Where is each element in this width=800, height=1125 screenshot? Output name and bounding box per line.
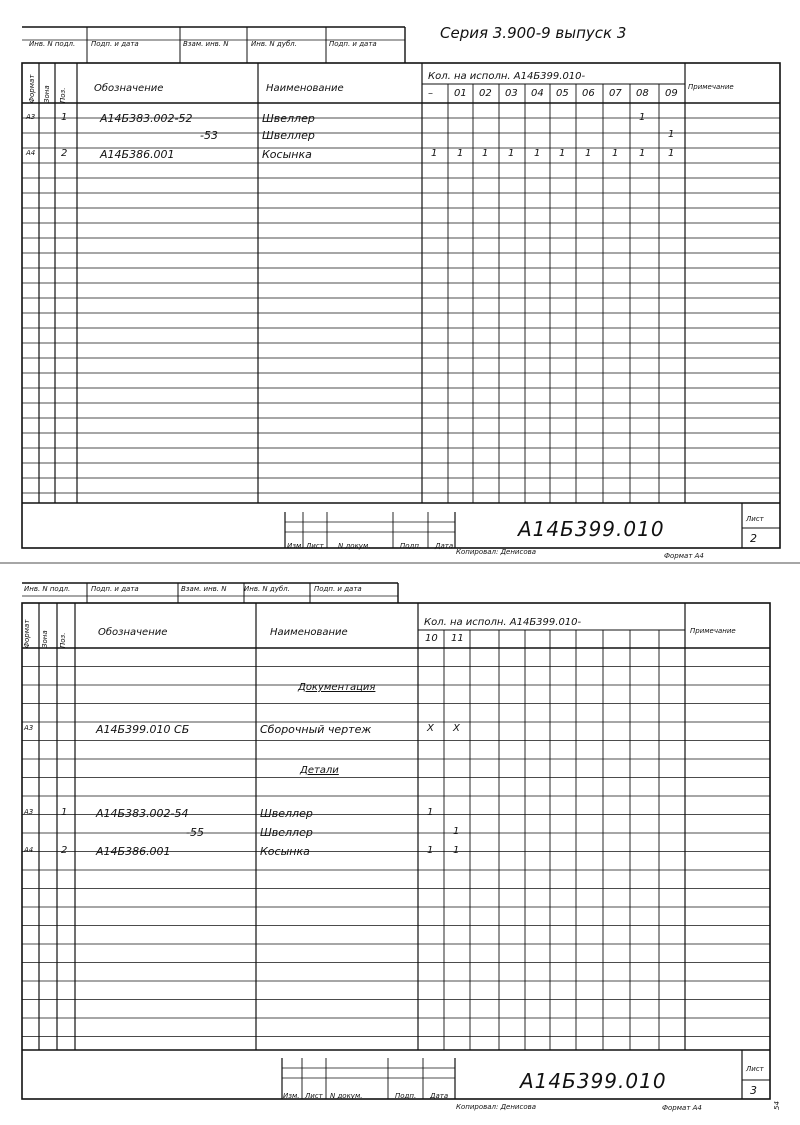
header2-zone: Зона bbox=[41, 630, 49, 648]
stamp2-repl-inv: Взам. инв. N bbox=[181, 585, 227, 593]
cell-qty: 1 bbox=[668, 148, 675, 159]
cell-name: Косынка bbox=[262, 148, 312, 161]
cell-name: Швеллер bbox=[262, 129, 315, 142]
cell-designation: А14Б383.002-52 bbox=[100, 112, 193, 125]
cell-qty: 1 bbox=[427, 845, 434, 856]
cell-qty: 1 bbox=[508, 148, 515, 159]
cell-designation: А14Б386.001 bbox=[100, 148, 175, 161]
section-documentation: Документация bbox=[298, 682, 376, 693]
cell-qty: 1 bbox=[585, 148, 592, 159]
cell-qty: 1 bbox=[612, 148, 619, 159]
sheet2-label: Лист bbox=[746, 1065, 764, 1073]
stamp2-sign-date-2: Подп. и дата bbox=[314, 585, 362, 593]
cell-qty: 1 bbox=[431, 148, 438, 159]
tb-list: Лист bbox=[306, 542, 324, 550]
header-designation: Обозначение bbox=[94, 83, 164, 94]
cell-name: Косынка bbox=[260, 845, 310, 858]
variant-header: 08 bbox=[636, 88, 649, 99]
variant-header: 11 bbox=[451, 633, 464, 644]
copied-by-2: Копировал: Денисова bbox=[456, 1103, 537, 1111]
section-parts: Детали bbox=[300, 765, 339, 776]
header-zone: Зона bbox=[43, 85, 51, 103]
tb2-list: Лист bbox=[305, 1092, 323, 1100]
cell-name: Швеллер bbox=[262, 112, 315, 125]
variant-header: 10 bbox=[425, 633, 438, 644]
cell-name: Сборочный чертеж bbox=[260, 723, 372, 736]
doc-code: А14Б399.010 bbox=[518, 517, 665, 541]
tb-izm: Изм. bbox=[287, 542, 304, 550]
cell-qty: X bbox=[427, 723, 434, 734]
cell-qty: 1 bbox=[668, 129, 675, 140]
cell-qty: 1 bbox=[482, 148, 489, 159]
tb2-izm: Изм. bbox=[283, 1092, 300, 1100]
variant-header: 09 bbox=[665, 88, 678, 99]
copied-by: Копировал: Денисова bbox=[456, 548, 537, 556]
cell-qty: 1 bbox=[427, 807, 434, 818]
header2-pos: Поз. bbox=[59, 632, 67, 648]
cell-format: А3 bbox=[24, 808, 34, 816]
tb2-date: Дата bbox=[430, 1092, 449, 1100]
header2-format: Формат bbox=[23, 619, 31, 648]
stamp2-inv-dup: Инв. N дубл. bbox=[244, 585, 290, 593]
sheet-number: 2 bbox=[750, 532, 757, 545]
series-title: Серия 3.900-9 выпуск 3 bbox=[440, 24, 627, 42]
tb-doc: N докум. bbox=[338, 542, 371, 550]
variant-header: – bbox=[428, 88, 433, 99]
cell-pos: 1 bbox=[61, 807, 68, 818]
cell-qty: 1 bbox=[453, 826, 460, 837]
variant-header: 07 bbox=[609, 88, 622, 99]
cell-qty: 1 bbox=[559, 148, 566, 159]
header2-designation: Обозначение bbox=[98, 627, 168, 638]
header2-qty: Кол. на исполн. А14Б399.010- bbox=[424, 617, 582, 628]
header-format: Формат bbox=[28, 74, 36, 103]
variant-header: 02 bbox=[479, 88, 492, 99]
sheet-label: Лист bbox=[746, 515, 764, 523]
cell-format: А4 bbox=[26, 149, 36, 157]
stamp2-inv-orig: Инв. N подл. bbox=[24, 585, 71, 593]
header-pos: Поз. bbox=[59, 87, 67, 103]
format-label: Формат А4 bbox=[664, 552, 704, 560]
variant-header: 05 bbox=[556, 88, 569, 99]
stamp-inv-orig: Инв. N подл. bbox=[29, 40, 76, 48]
variant-header: 01 bbox=[454, 88, 467, 99]
cell-qty: 1 bbox=[639, 112, 646, 123]
cell-name: Швеллер bbox=[260, 807, 313, 820]
cell-pos: 1 bbox=[61, 112, 68, 123]
variant-header: 04 bbox=[531, 88, 544, 99]
stamp-sign-date-2: Подп. и дата bbox=[329, 40, 377, 48]
page-mark: 54 bbox=[773, 1101, 781, 1110]
tb2-sign: Подп. bbox=[395, 1092, 417, 1100]
variant-header: 06 bbox=[582, 88, 595, 99]
cell-qty: 1 bbox=[534, 148, 541, 159]
cell-designation: А14Б383.002-54 bbox=[96, 807, 189, 820]
cell-designation: -53 bbox=[200, 129, 218, 142]
cell-qty: 1 bbox=[639, 148, 646, 159]
tb-sign: Подп. bbox=[400, 542, 422, 550]
format-label-2: Формат А4 bbox=[662, 1104, 702, 1112]
cell-pos: 2 bbox=[61, 845, 68, 856]
stamp-repl-inv: Взам. инв. N bbox=[183, 40, 229, 48]
cell-pos: 2 bbox=[61, 148, 68, 159]
cell-designation: А14Б399.010 СБ bbox=[96, 723, 190, 736]
cell-qty: X bbox=[453, 723, 460, 734]
cell-qty: 1 bbox=[457, 148, 464, 159]
cell-name: Швеллер bbox=[260, 826, 313, 839]
stamp-sign-date: Подп. и дата bbox=[91, 40, 139, 48]
cell-format: А3 bbox=[26, 113, 36, 121]
stamp2-sign-date: Подп. и дата bbox=[91, 585, 139, 593]
cell-designation: А14Б386.001 bbox=[96, 845, 171, 858]
header-note: Примечание bbox=[688, 83, 734, 91]
header2-name: Наименование bbox=[270, 627, 348, 638]
header-qty: Кол. на исполн. А14Б399.010- bbox=[428, 71, 586, 82]
cell-format: А4 bbox=[24, 846, 34, 854]
doc-code-2: А14Б399.010 bbox=[520, 1069, 667, 1093]
cell-format: А3 bbox=[24, 724, 34, 732]
tb2-doc: N докум. bbox=[330, 1092, 363, 1100]
variant-header: 03 bbox=[505, 88, 518, 99]
header-name: Наименование bbox=[266, 83, 344, 94]
tb-date: Дата bbox=[435, 542, 454, 550]
cell-qty: 1 bbox=[453, 845, 460, 856]
header2-note: Примечание bbox=[690, 627, 736, 635]
sheet2-number: 3 bbox=[750, 1084, 757, 1097]
cell-designation: -55 bbox=[186, 826, 204, 839]
stamp-inv-dup: Инв. N дубл. bbox=[251, 40, 297, 48]
